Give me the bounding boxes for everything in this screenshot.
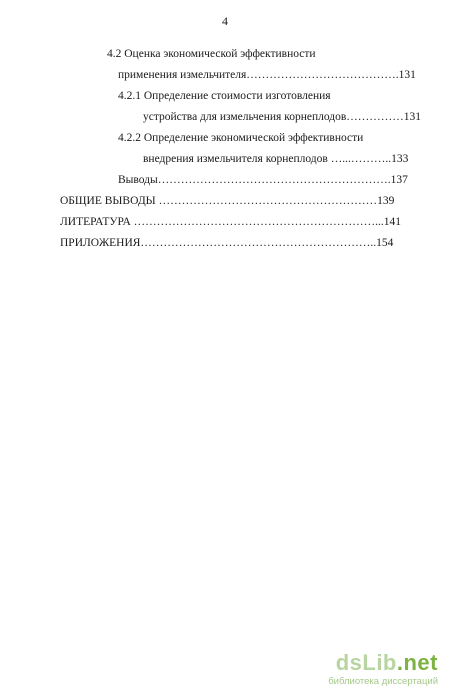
- toc-entry-4-2-1-cont: устройства для измельчения корнеплодов……………131: [143, 111, 422, 123]
- toc-entry-literature: ЛИТЕРАТУРА ………………………………………………………...141: [60, 216, 402, 228]
- toc-entry-4-2-2-title: 4.2.2 Определение экономической эффективности: [118, 132, 364, 144]
- toc-entry-appendices: ПРИЛОЖЕНИЯ……………………………………………………..154: [60, 237, 394, 249]
- toc-entry-4-2-1-title: 4.2.1 Определение стоимости изготовления: [118, 90, 331, 102]
- toc-entry-4-2-2-cont: внедрения измельчителя корнеплодов …...………..133: [143, 153, 409, 165]
- watermark-logo-suffix: .net: [396, 650, 438, 675]
- watermark: [322, 650, 442, 690]
- toc-entry-general-conclusions: ОБЩИЕ ВЫВОДЫ …………………………………………………139: [60, 195, 395, 207]
- watermark-logo: [336, 650, 438, 676]
- page-number: 4: [222, 14, 228, 28]
- toc-entry-4-2-cont: применения измельчителя………………………………….131: [118, 69, 416, 81]
- watermark-logo-main: dsLib: [335, 650, 397, 675]
- watermark-subtitle: библиотека диссертаций: [328, 676, 438, 687]
- toc-entry-4-2-title: 4.2 Оценка экономической эффективности: [107, 48, 316, 60]
- toc-entry-conclusions: Выводы…………………………………………………….137: [118, 174, 408, 186]
